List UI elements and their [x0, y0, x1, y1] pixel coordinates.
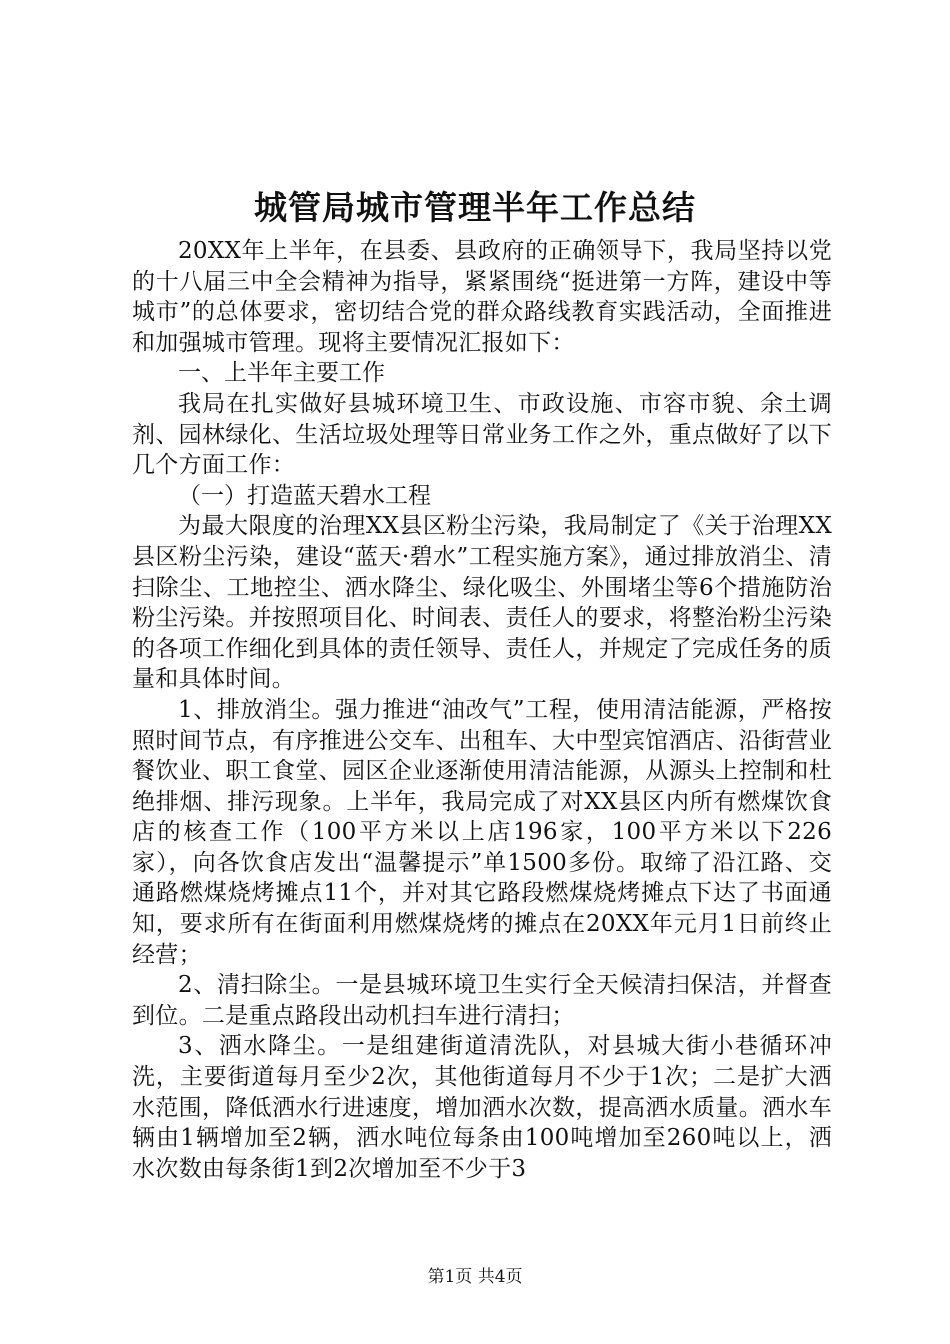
- section-1-paragraph: 我局在扎实做好县城环境卫生、市政设施、市容市貌、余土调剂、园林绿化、生活垃圾处理等日常业务工作之外，重点做好了以下几个方面工作：: [132, 390, 832, 479]
- section-heading-1: 一、上半年主要工作: [178, 360, 385, 387]
- subsection-1-paragraph: 为最大限度的治理XX县区粉尘污染，我局制定了《关于治理XX县区粉尘污染，建设“蓝天·碧水”工程实施方案》，通过排放消尘、清扫除尘、工地控尘、洒水降尘、绿化吸尘、外围堵尘等6个措施防治粉尘污染。并按照项目化、时间表、责任人的要求，将整治粉尘污染的各项工作细化到具体的责任领导、责任人，并规定了完成任务的质量和具体时间。: [132, 513, 832, 693]
- list-item-2: 2、清扫除尘。一是县城环境卫生实行全天候清扫保洁，并督查到位。二是重点路段出动机扫车进行清扫；: [132, 972, 832, 1029]
- page-number: 第1页 共4页: [427, 1267, 523, 1287]
- document-body: [132, 236, 832, 1184]
- document-title: 城管局城市管理半年工作总结: [254, 188, 696, 227]
- intro-paragraph: 20XX年上半年，在县委、县政府的正确领导下，我局坚持以党的十八届三中全会精神为指导，紧紧围绕“挺进第一方阵，建设中等城市”的总体要求，密切结合党的群众路线教育实践活动，全面推进和加强城市管理。现将主要情况汇报如下：: [132, 238, 832, 356]
- subsection-heading-1: （一）打造蓝天碧水工程: [178, 482, 431, 509]
- list-item-1: 1、排放消尘。强力推进“油改气”工程，使用清洁能源，严格按照时间节点，有序推进公交车、出租车、大中型宾馆酒店、沿街营业餐饮业、职工食堂、园区企业逐渐使用清洁能源，从源头上控制和杜绝排烟、排污现象。上半年，我局完成了对XX县区内所有燃煤饮食店的核查工作（100平方米以上店196家，100平方米以下226家），向各饮食店发出“温馨提示”单1500多份。取缔了沿江路、交通路燃煤烧烤摊点11个，并对其它路段燃煤烧烤摊点下达了书面通知，要求所有在街面利用燃煤烧烤的摊点在20XX年元月1日前终止经营；: [132, 696, 832, 968]
- list-item-3: 3、洒水降尘。一是组建街道清洗队，对县城大街小巷循环冲洗，主要街道每月至少2次，其他街道每月不少于1次；二是扩大洒水范围，降低洒水行进速度，增加洒水次数，提高洒水质量。洒水车辆由1辆增加至2辆，洒水吨位每条由100吨增加至260吨以上，洒水次数由每条街1到2次增加至不少于3: [132, 1033, 832, 1182]
